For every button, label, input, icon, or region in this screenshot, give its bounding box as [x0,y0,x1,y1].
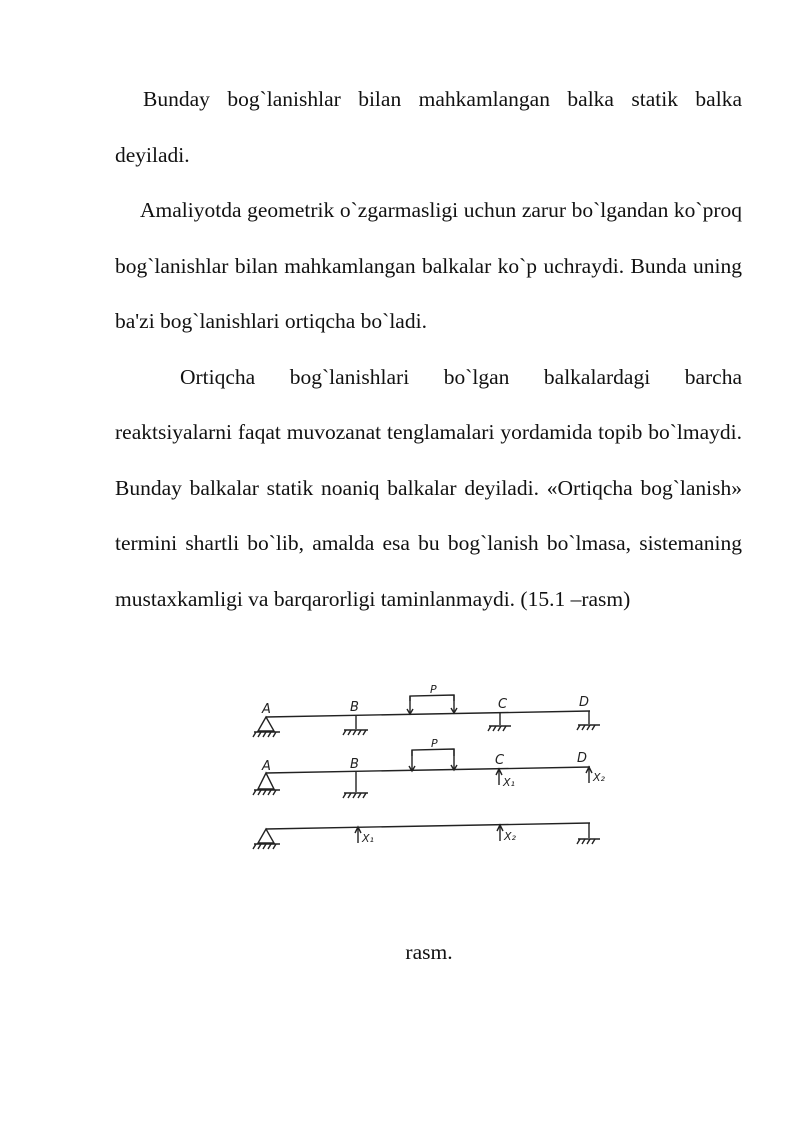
post-support-b [343,716,368,735]
label-d-row1: D [579,695,590,710]
beam-line [266,767,590,773]
body-text [115,72,742,627]
reaction-arrow-x1 [355,827,361,843]
label-x2-row3: X₂ [504,830,516,843]
label-a-row2: A [262,759,271,774]
pin-support-a [253,773,280,795]
fixed-support-d [577,823,600,844]
figure-caption: rasm. [405,940,453,964]
beam-line [266,823,590,829]
label-x1-row2: X₁ [503,776,515,789]
beam-row-3 [253,823,600,849]
beam-diagram [240,680,620,870]
beam-row-1 [253,695,600,737]
label-b-row2: B [350,757,359,772]
label-b-row1: B [350,700,359,715]
label-p-row1: P [430,683,437,696]
paragraph-1: Bunday bog`lanishlar bilan mahkamlangan balka statik balka deyiladi. [115,87,742,167]
post-support-b [343,772,368,798]
label-c-row1: C [498,697,508,712]
label-c-row2: C [495,753,505,768]
load-bracket [409,749,457,771]
reaction-arrow-x2 [586,767,592,783]
post-support-c [488,713,511,731]
label-x1-row3: X₁ [362,832,374,845]
load-bracket [407,695,457,714]
pin-support-a [253,829,280,849]
label-d-row2: D [577,751,588,766]
beam-line [266,711,590,717]
beam-row-2 [253,749,592,798]
label-a-row1: A [262,702,271,717]
pin-support-a [253,717,280,737]
label-x2-row2: X₂ [593,771,605,784]
reaction-arrow-x2 [497,825,503,841]
paragraph-3: Ortiqcha bog`lanishlari bo`lgan balkalardagi barcha reaktsiyalarni faqat muvozanat tenglamalari yordamida topib bo`lmaydi. Bunday balkalar statik noaniq balkalar deyiladi. «Ortiqcha bog`lanish» termini shartli bo`lib, amalda esa bu bog`lanish bo`lmasa, sistemaning mustaxkamligi va barqarorligi taminlanmaydi. (15.1 –rasm) [115,364,742,611]
reaction-arrow-x1 [496,769,502,785]
label-p-row2: P [431,737,438,750]
post-support-d [577,711,600,730]
paragraph-2: Amaliyotda geometrik o`zgarmasligi uchun zarur bo`lgandan ko`proq bog`lanishlar bilan mahkamlangan balkalar ko`p uchraydi. Bunda uning ba'zi bog`lanishlari ortiqcha bo`ladi. [115,198,742,333]
beam-diagram-figure [240,680,620,870]
